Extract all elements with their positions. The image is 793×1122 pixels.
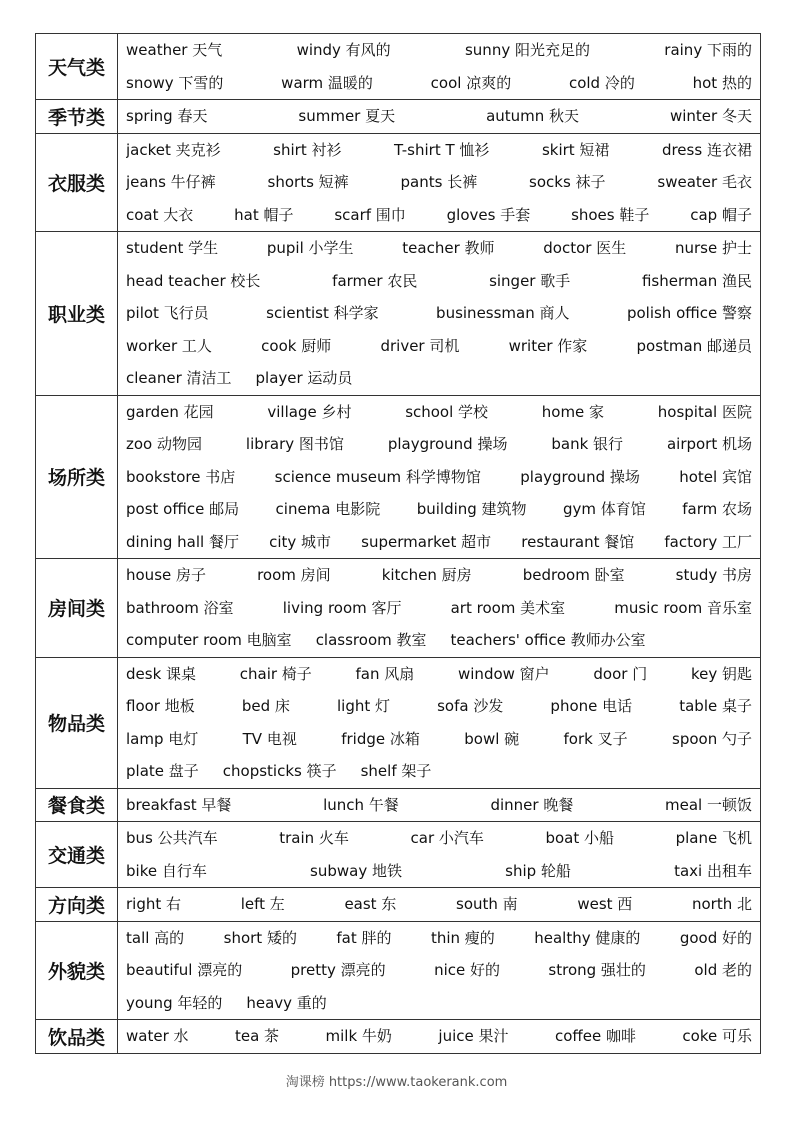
vocab-item: pants 长裤 [400,173,478,191]
vocab-item: home 家 [541,402,605,421]
word-line [126,789,760,822]
vocab-item: pupil 小学生 [266,239,354,257]
vocab-item: hotel 宾馆 [679,467,752,486]
word-line [126,559,760,592]
vocab-item: south 南 [456,895,518,913]
vocab-item: lunch 午餐 [323,795,399,814]
vocab-item: farm 农场 [682,500,752,518]
vocab-item: room 房间 [257,566,331,584]
vocab-item: gloves 手套 [446,205,531,224]
vocab-item: young 年轻的 [126,993,223,1012]
word-line [126,199,760,232]
vocab-item: bike 自行车 [126,861,207,880]
vocab-item: zoo 动物园 [126,435,202,453]
category-row [36,100,761,134]
vocab-item: strong 强壮的 [548,961,646,979]
category-row [36,395,761,559]
vocab-item: spoon 勺子 [672,729,752,748]
word-cell [118,559,761,658]
vocab-item: good 好的 [679,928,752,947]
category-label: 外貌类 [36,921,118,1020]
category-row [36,1020,761,1054]
vocab-item: windy 有风的 [296,41,391,59]
word-line [126,526,760,559]
word-line [126,592,760,625]
category-row [36,232,761,396]
vocab-item: plane 飞机 [675,829,752,847]
vocab-item: factory 工厂 [664,532,752,551]
vocab-item: writer 作家 [508,336,588,355]
vocab-item: cleaner 清洁工 [126,369,232,387]
vocab-item: phone 电话 [550,697,633,715]
vocab-item: doctor 医生 [543,239,627,257]
category-label: 场所类 [36,395,118,559]
vocab-item: meal 一顿饭 [665,795,752,814]
word-line [126,658,760,691]
word-line [126,428,760,461]
vocab-item: pilot 飞行员 [126,304,209,322]
vocab-item: worker 工人 [126,336,212,355]
vocab-item: bookstore 书店 [126,467,236,486]
word-line [126,922,760,955]
vocab-item: tall 高的 [126,928,185,947]
vocab-item: bus 公共汽车 [126,829,218,847]
vocab-item: bank 银行 [551,435,624,453]
vocab-item: classroom 教室 [315,631,427,649]
watermark: 淘课榜 https://www.taokerank.com [285,1075,508,1090]
vocab-item: airport 机场 [666,435,752,453]
word-cell [118,921,761,1020]
vocab-item: north 北 [691,895,752,913]
category-row [36,559,761,658]
vocab-item: rainy 下雨的 [664,41,752,59]
word-line [126,493,760,526]
vocab-item: hat 帽子 [234,205,294,224]
category-label: 职业类 [36,232,118,396]
vocab-item: lamp 电灯 [126,729,199,748]
category-label: 交通类 [36,822,118,888]
vocab-item: shirt 衬衫 [273,140,342,159]
word-cell [118,395,761,559]
vocab-item: singer 歌手 [489,271,571,290]
category-label: 物品类 [36,657,118,788]
category-label: 房间类 [36,559,118,658]
vocab-item: milk 牛奶 [325,1027,392,1045]
vocab-item: scientist 科学家 [266,304,379,322]
word-line [126,265,760,298]
word-cell [118,1020,761,1054]
word-line [126,134,760,167]
vocab-item: winter 冬天 [669,107,752,125]
vocab-item: cap 帽子 [690,205,752,224]
vocab-item: bed 床 [241,697,290,715]
vocab-item: short 矮的 [223,928,297,947]
vocab-item: T-shirt T 恤衫 [393,140,490,159]
vocab-item: cook 厨师 [261,336,332,355]
vocab-item: socks 袜子 [529,173,606,191]
vocab-item: art room 美术室 [450,598,566,617]
word-line [126,396,760,429]
vocab-item: warm 温暖的 [281,73,373,92]
vocab-item: village 乡村 [267,402,352,421]
vocab-item: hot 热的 [692,73,752,92]
vocab-item: scarf 围巾 [334,205,406,224]
vocab-item: sofa 沙发 [437,697,504,715]
vocab-item: door 门 [593,664,648,683]
vocab-item: cool 凉爽的 [430,73,512,92]
vocab-item: left 左 [240,895,285,913]
vocab-item: bathroom 浴室 [126,598,234,617]
vocab-item: teacher 教师 [402,239,495,257]
vocab-item: city 城市 [269,532,332,551]
category-label: 衣服类 [36,133,118,232]
vocab-item: gym 体育馆 [563,500,646,518]
vocab-item: living room 客厅 [282,598,402,617]
category-row [36,822,761,888]
word-cell [118,888,761,922]
vocab-item: plate 盘子 [126,762,199,780]
category-row [36,788,761,822]
vocab-item: floor 地板 [126,697,195,715]
vocab-item: car 小汽车 [410,829,484,847]
category-label: 餐食类 [36,788,118,822]
vocab-item: fisherman 渔民 [641,271,752,290]
vocab-item: skirt 短裙 [541,140,610,159]
vocab-item: key 钥匙 [690,664,752,683]
vocab-item: coat 大衣 [126,205,194,224]
vocab-item: library 图书馆 [245,435,344,453]
vocab-item: businessman 商人 [436,304,570,322]
vocab-item: supermarket 超市 [361,532,492,551]
vocab-item: postman 邮递员 [636,336,752,355]
word-line [126,987,760,1020]
category-row [36,921,761,1020]
vocab-item: beautiful 漂亮的 [126,961,243,979]
vocab-item: bedroom 卧室 [522,566,625,584]
vocab-item: tea 茶 [234,1027,280,1045]
vocab-item: thin 瘦的 [430,928,495,947]
word-line [126,1020,760,1053]
vocab-item: chair 椅子 [239,664,312,683]
vocab-item: coke 可乐 [682,1027,752,1045]
word-cell [118,822,761,888]
word-cell [118,232,761,396]
vocab-item: farmer 农民 [332,271,418,290]
vocab-item: subway 地铁 [310,861,402,880]
vocab-item: train 火车 [279,829,349,847]
vocab-item: cold 冷的 [568,73,635,92]
category-row [36,133,761,232]
word-cell [118,133,761,232]
word-line [126,954,760,987]
vocab-item: kitchen 厨房 [381,566,472,584]
vocab-item: nice 好的 [434,961,500,979]
word-line [126,723,760,756]
vocab-item: boat 小船 [545,829,615,847]
vocab-item: east 东 [344,895,397,913]
vocab-item: jeans 牛仔裤 [126,173,216,191]
word-cell [118,34,761,100]
word-line [126,461,760,494]
word-cell [118,100,761,134]
vocab-item: healthy 健康的 [534,928,641,947]
vocab-item: summer 夏天 [298,107,396,125]
vocab-item: table 桌子 [679,697,752,715]
word-line [126,100,760,133]
vocab-item: right 右 [126,895,182,913]
vocab-item: water 水 [126,1027,189,1045]
vocab-item: light 灯 [336,697,390,715]
word-line [126,624,760,657]
word-line [126,822,760,855]
vocab-item: teachers' office 教师办公室 [450,631,646,649]
vocab-item: head teacher 校长 [126,271,261,290]
category-label: 季节类 [36,100,118,134]
vocab-item: TV 电视 [242,729,297,748]
vocab-item: study 书房 [675,566,752,584]
vocab-item: snowy 下雪的 [126,73,224,92]
vocab-item: playground 操场 [520,467,640,486]
vocab-item: west 西 [577,895,633,913]
vocab-item: hospital 医院 [657,402,752,421]
vocab-item: dinner 晚餐 [490,795,574,814]
vocab-item: fork 叉子 [563,729,628,748]
category-label: 方向类 [36,888,118,922]
vocab-item: player 运动员 [255,369,353,387]
vocab-item: playground 操场 [387,435,508,453]
vocab-item: student 学生 [126,239,219,257]
vocab-item: post office 邮局 [126,500,240,518]
vocab-item: coffee 咖啡 [554,1027,636,1045]
vocab-item: fan 风扇 [355,664,415,683]
word-line [126,34,760,67]
category-row [36,657,761,788]
vocab-item: computer room 电脑室 [126,631,292,649]
vocab-item: music room 音乐室 [614,598,752,617]
vocab-item: taxi 出租车 [674,861,752,880]
word-line [126,690,760,723]
vocab-item: heavy 重的 [246,993,327,1012]
vocab-item: desk 课桌 [126,664,197,683]
word-line [126,888,760,921]
vocab-item: spring 春天 [126,107,208,125]
vocabulary-table [35,33,761,1054]
vocab-item: autumn 秋天 [486,107,580,125]
vocab-item: garden 花园 [126,402,214,421]
vocab-item: house 房子 [126,566,207,584]
word-cell [118,788,761,822]
word-line [126,362,760,395]
vocab-item: polish office 警察 [626,304,752,322]
category-row [36,888,761,922]
vocab-item: sweater 毛衣 [657,173,752,191]
vocab-item: jacket 夹克衫 [126,140,221,159]
word-cell [118,657,761,788]
word-line [126,67,760,100]
vocab-item: sunny 阳光充足的 [464,41,590,59]
word-line [126,232,760,265]
vocab-item: ship 轮船 [505,861,571,880]
vocab-item: shoes 鞋子 [571,205,650,224]
vocab-item: restaurant 餐馆 [521,532,635,551]
vocab-item: chopsticks 筷子 [222,762,337,780]
word-line [126,166,760,199]
vocab-item: fat 胖的 [336,928,392,947]
vocab-item: breakfast 早餐 [126,795,232,814]
vocab-item: school 学校 [405,402,489,421]
category-label: 天气类 [36,34,118,100]
vocab-item: bowl 碗 [464,729,520,748]
vocab-item: dress 连衣裙 [661,140,752,159]
vocab-item: driver 司机 [380,336,460,355]
vocab-item: cinema 电影院 [275,500,381,518]
vocab-item: shelf 架子 [360,762,432,780]
word-line [126,330,760,363]
word-line [126,855,760,888]
word-line [126,297,760,330]
vocab-item: building 建筑物 [416,500,527,518]
word-line [126,755,760,788]
vocab-item: fridge 冰箱 [341,729,420,748]
category-label: 饮品类 [36,1020,118,1054]
vocab-item: weather 天气 [126,41,223,59]
vocab-item: old 老的 [694,961,752,979]
vocab-item: shorts 短裤 [267,173,349,191]
category-row [36,34,761,100]
vocab-item: dining hall 餐厅 [126,532,239,551]
vocab-item: pretty 漂亮的 [290,961,386,979]
vocab-item: nurse 护士 [674,239,752,257]
vocab-item: window 窗户 [458,664,550,683]
vocabulary-table-body [36,34,761,1054]
vocab-item: science museum 科学博物馆 [274,467,481,486]
vocab-item: juice 果汁 [438,1027,509,1045]
